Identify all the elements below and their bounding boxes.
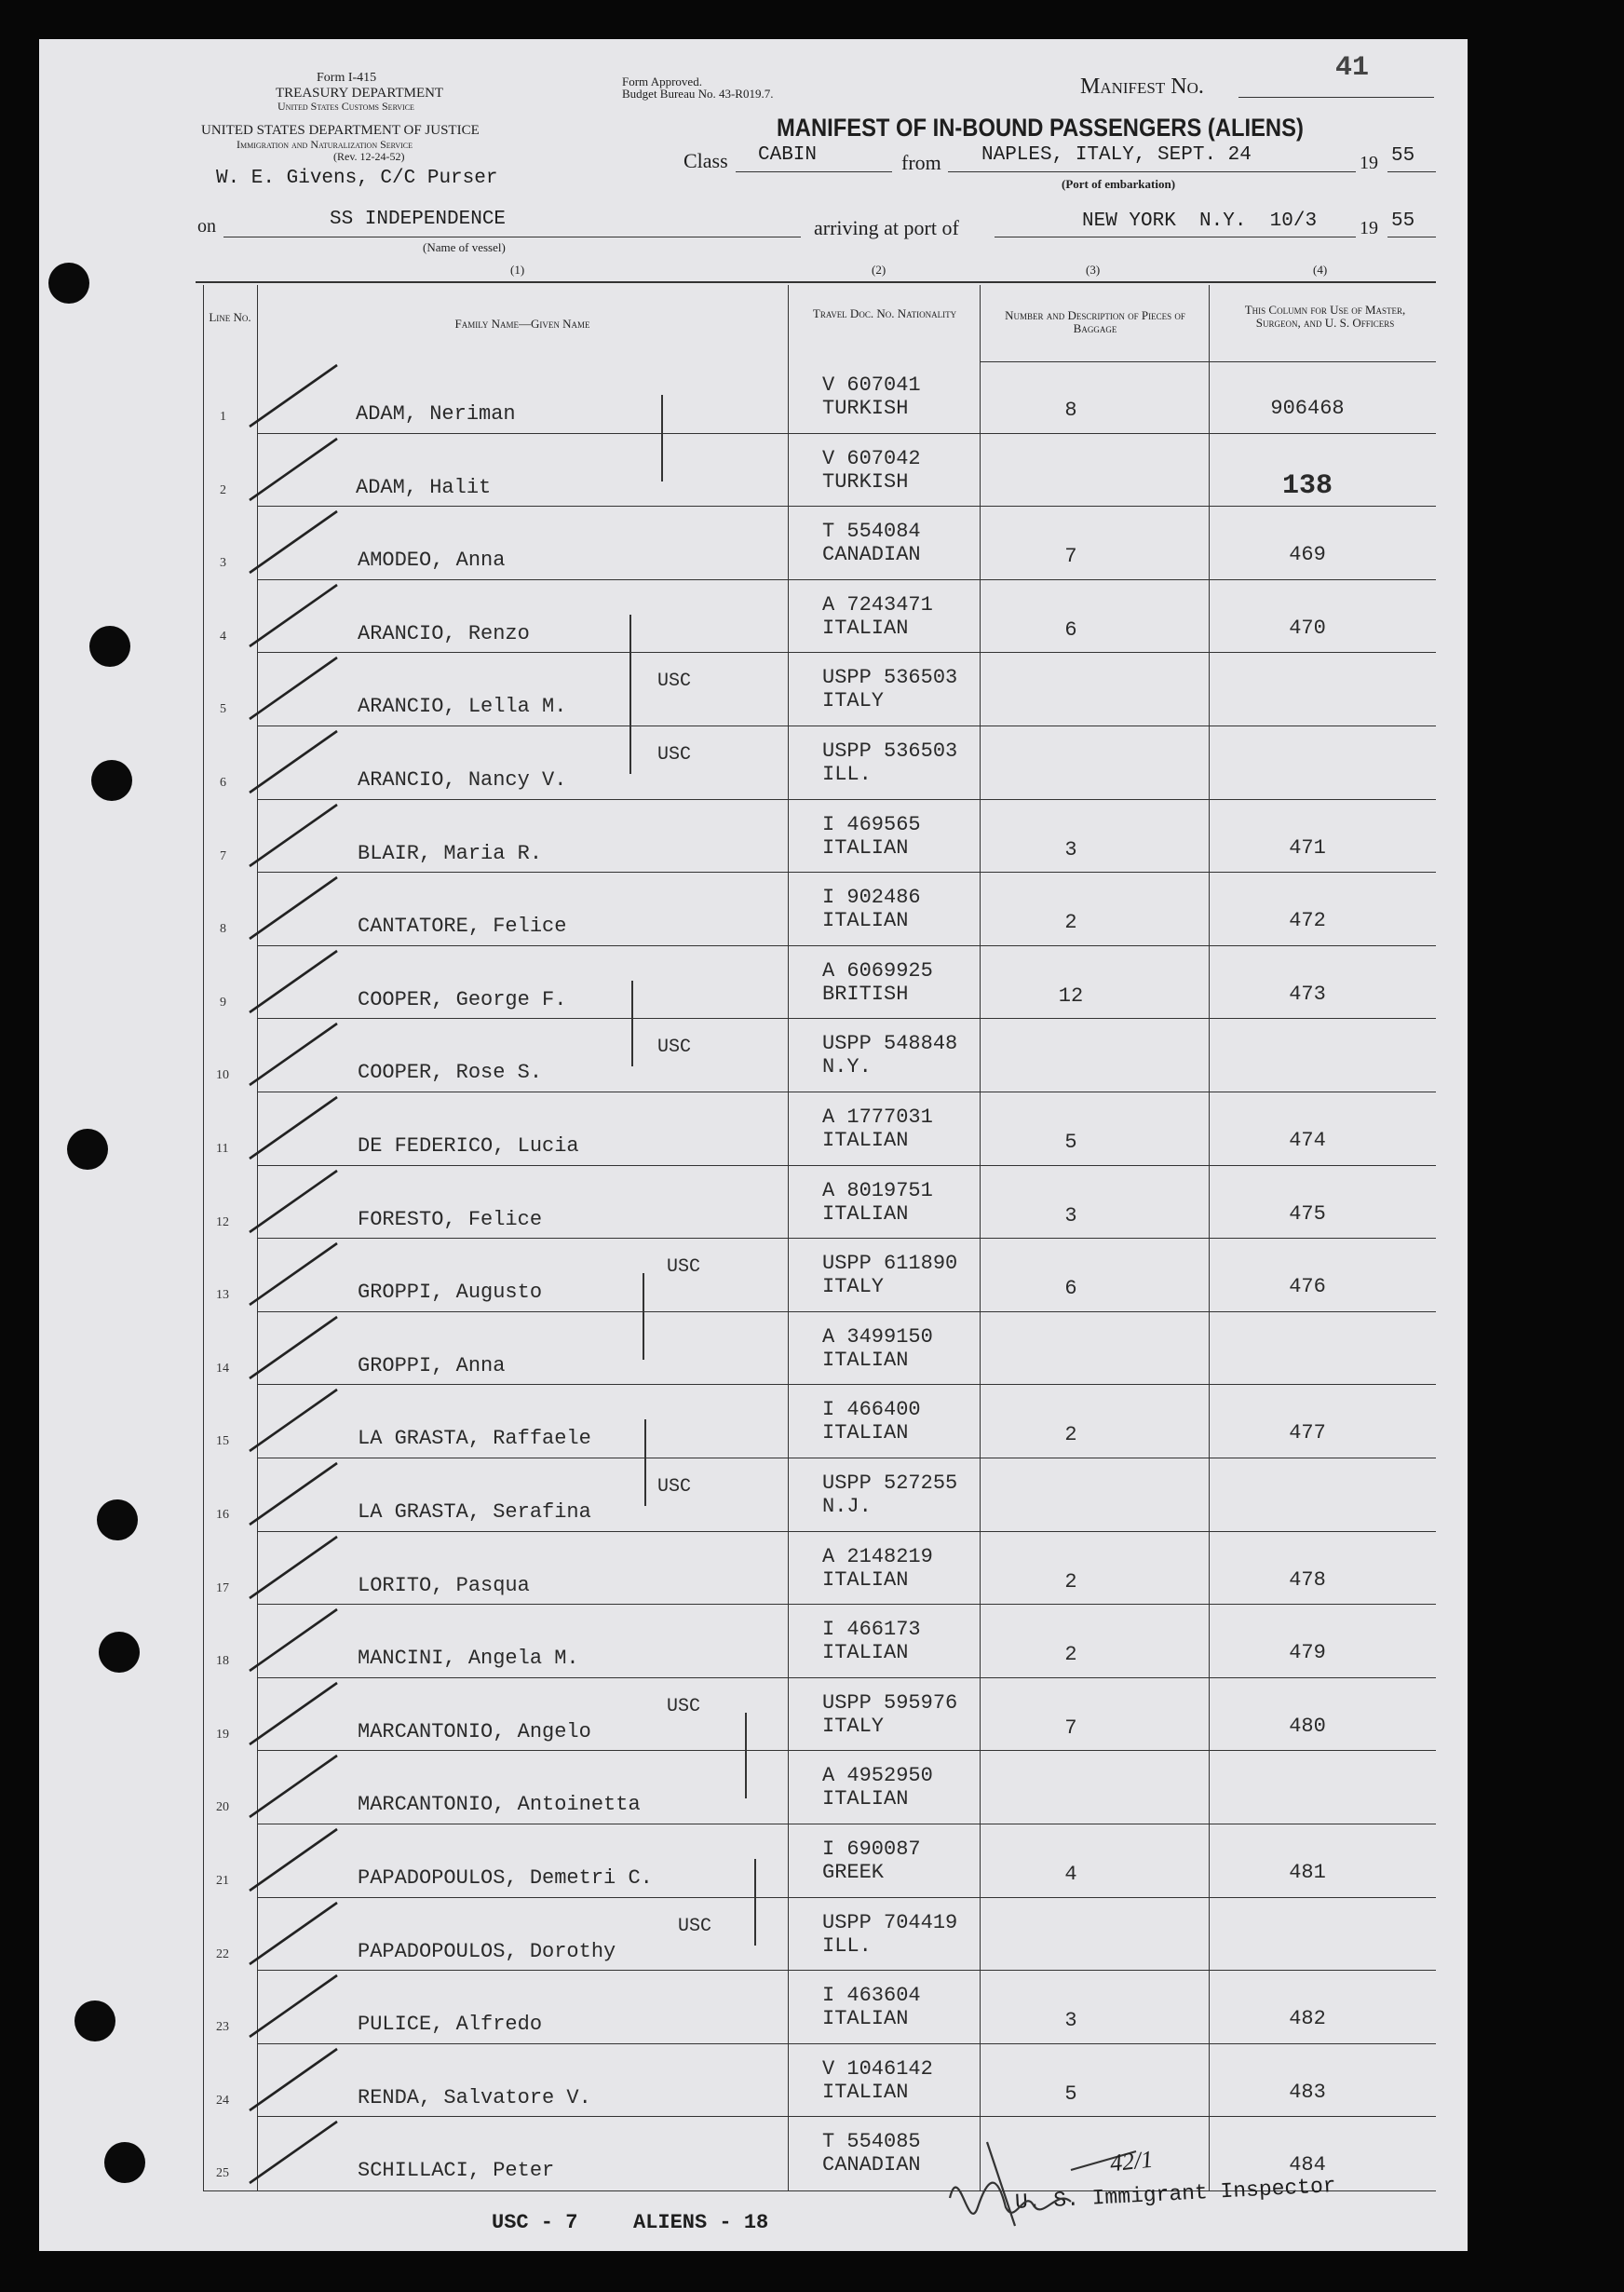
passenger-name: GROPPI, Augusto: [358, 1281, 543, 1305]
passenger-name: MARCANTONIO, Antoinetta: [358, 1793, 641, 1817]
officer-number: 138: [1281, 469, 1333, 502]
nationality: ITALIAN: [822, 1129, 909, 1152]
passenger-name: CANTATORE, Felice: [358, 915, 567, 939]
class-label: Class: [683, 149, 728, 172]
punch-hole: [48, 263, 89, 304]
nationality: BRITISH: [822, 982, 909, 1006]
nationality: ITALIAN: [822, 1421, 909, 1445]
officer-number: 484: [1289, 2153, 1326, 2177]
officer-number: 475: [1289, 1201, 1326, 1226]
form-revision: (Rev. 12-24-52): [333, 150, 405, 163]
officer-number: 479: [1289, 1641, 1326, 1665]
baggage-count: 7: [1064, 1716, 1077, 1740]
usc-mark: USC: [657, 1037, 692, 1059]
col-header-baggage: Number and Description of Pieces of Baggage: [1005, 308, 1185, 335]
col-num-3: (3): [1086, 263, 1101, 277]
passenger-name: COOPER, Rose S.: [358, 1061, 543, 1085]
passenger-name: AMODEO, Anna: [358, 549, 506, 573]
row-rule: [257, 799, 1436, 800]
nationality: ITALIAN: [822, 1348, 909, 1372]
table-top-rule: [196, 281, 1436, 283]
check-mark-icon: [244, 870, 346, 944]
approval-line-1: Form Approved.: [622, 75, 702, 88]
row-rule: [257, 579, 1436, 580]
signature-note: 42/1: [1108, 2145, 1155, 2177]
passenger-name: ARANCIO, Nancy V.: [358, 768, 567, 792]
family-bracket: [644, 1419, 646, 1506]
baggage-count: 2: [1064, 1569, 1077, 1594]
travel-doc-number: A 1777031: [822, 1105, 933, 1129]
usc-mark: USC: [657, 671, 692, 693]
officer-number: 472: [1289, 909, 1326, 933]
travel-doc-number: V 607042: [822, 446, 921, 470]
usc-mark: USC: [678, 1915, 712, 1937]
travel-doc-number: USPP 536503: [822, 666, 958, 690]
travel-doc-number: USPP 595976: [822, 1690, 958, 1715]
nationality: CANADIAN: [822, 2153, 921, 2177]
arriving-label: arriving at port of: [814, 216, 959, 239]
check-mark-icon: [244, 358, 346, 432]
travel-doc-number: A 2148219: [822, 1544, 933, 1568]
check-mark-icon: [244, 650, 346, 725]
passenger-name: ADAM, Neriman: [356, 402, 516, 426]
arrival-port: NEW YORK N.Y. 10/3: [1082, 210, 1318, 232]
passenger-name: COOPER, George F.: [358, 987, 567, 1011]
baggage-count: 2: [1064, 1643, 1077, 1667]
row-rule: [257, 1970, 1436, 1971]
baggage-count: 3: [1064, 837, 1077, 861]
row-line-number: 6: [220, 776, 226, 790]
nationality: ITALIAN: [822, 909, 909, 933]
usc-mark: USC: [657, 744, 692, 766]
row-rule: [257, 1531, 1436, 1532]
punch-hole: [67, 1129, 108, 1170]
punch-hole: [99, 1632, 140, 1673]
travel-doc-number: A 8019751: [822, 1178, 933, 1202]
row-line-number: 4: [220, 629, 226, 644]
passenger-name: LA GRASTA, Serafina: [358, 1500, 591, 1524]
justice-dept: UNITED STATES DEPARTMENT OF JUSTICE: [201, 123, 480, 138]
ins-service: Immigration and Naturalization Service: [237, 138, 413, 151]
manifest-number: 41: [1335, 52, 1370, 84]
passenger-name: PAPADOPOULOS, Dorothy: [358, 1939, 616, 1963]
check-mark-icon: [244, 1163, 346, 1238]
row-line-number: 13: [216, 1288, 229, 1303]
check-mark-icon: [244, 1016, 346, 1091]
approval-line-2: Budget Bureau No. 43-R019.7.: [622, 87, 774, 101]
check-mark-icon: [244, 1748, 346, 1823]
officer-number: 470: [1289, 616, 1326, 640]
year-line: [1387, 171, 1436, 172]
passenger-name: LORITO, Pasqua: [358, 1573, 530, 1597]
nationality: ITALIAN: [822, 1787, 909, 1811]
check-mark-icon: [244, 1090, 346, 1164]
officer-number: 478: [1289, 1567, 1326, 1592]
row-line-number: 25: [216, 2166, 229, 2181]
row-line-number: 23: [216, 2020, 229, 2035]
travel-doc-number: USPP 611890: [822, 1252, 958, 1276]
passenger-name: BLAIR, Maria R.: [358, 841, 543, 865]
check-mark-icon: [244, 724, 346, 798]
row-rule: [257, 1897, 1436, 1898]
travel-doc-number: I 690087: [822, 1838, 921, 1861]
row-rule: [257, 1311, 1436, 1312]
travel-doc-number: A 4952950: [822, 1764, 933, 1788]
row-rule: [257, 1384, 1436, 1385]
check-mark-icon: [244, 1382, 346, 1457]
row-rule: [257, 433, 1436, 434]
row-rule: [257, 652, 1436, 653]
col-num-4: (4): [1313, 263, 1328, 277]
row-rule: [257, 506, 1436, 507]
family-bracket: [629, 615, 631, 774]
baggage-count: 12: [1058, 983, 1084, 1008]
travel-doc-number: I 469565: [822, 812, 921, 836]
header-bottom-rule: [980, 361, 1436, 362]
officer-number: 483: [1289, 2080, 1326, 2104]
passenger-name: MANCINI, Angela M.: [358, 1647, 579, 1671]
officer-number: 476: [1289, 1275, 1326, 1299]
passenger-name: GROPPI, Anna: [358, 1353, 506, 1377]
arrival-year-prefix: 19: [1360, 218, 1378, 238]
col-num-2: (2): [872, 263, 886, 277]
col-header-doc: Travel Doc. No. Nationality: [812, 306, 957, 320]
family-bracket: [754, 1859, 756, 1946]
vessel-caption: (Name of vessel): [423, 240, 506, 254]
nationality: N.Y.: [822, 1055, 872, 1079]
baggage-count: 4: [1064, 1863, 1077, 1886]
baggage-count: 7: [1064, 545, 1077, 569]
row-line-number: 16: [216, 1508, 229, 1522]
passenger-name: LA GRASTA, Raffaele: [358, 1427, 591, 1451]
row-line-number: 7: [220, 848, 226, 863]
aliens-total: ALIENS - 18: [633, 2211, 769, 2234]
travel-doc-number: I 466173: [822, 1618, 921, 1642]
arrival-year: 55: [1391, 210, 1415, 232]
nationality: ITALIAN: [822, 2080, 909, 2104]
on-label: on: [197, 216, 216, 237]
vessel-name: SS INDEPENDENCE: [330, 209, 507, 230]
row-rule: [257, 1604, 1436, 1605]
check-mark-icon: [244, 1895, 346, 1970]
travel-doc-number: T 554085: [822, 2130, 921, 2154]
travel-doc-number: A 3499150: [822, 1324, 933, 1349]
nationality: N.J.: [822, 1495, 872, 1518]
manifest-no-line: [1238, 97, 1434, 98]
customs-service: United States Customs Service: [277, 100, 414, 113]
officer-number: 474: [1289, 1129, 1326, 1152]
row-line-number: 3: [220, 556, 226, 571]
col-header-name: Family Name—Given Name: [454, 317, 590, 331]
check-mark-icon: [244, 431, 346, 506]
travel-doc-number: V 1046142: [822, 2056, 933, 2081]
punch-hole: [89, 626, 130, 667]
row-line-number: 10: [216, 1068, 229, 1083]
baggage-count: 3: [1064, 2009, 1077, 2033]
travel-doc-number: USPP 704419: [822, 1910, 958, 1934]
passenger-name: ADAM, Halit: [356, 475, 492, 499]
punch-hole: [97, 1499, 138, 1540]
check-mark-icon: [244, 2114, 346, 2189]
nationality: CANADIAN: [822, 543, 921, 567]
check-mark-icon: [244, 1309, 346, 1384]
travel-doc-number: I 466400: [822, 1398, 921, 1422]
row-rule: [257, 2116, 1436, 2117]
family-bracket: [643, 1273, 644, 1360]
manifest-no-label: Manifest No.: [1080, 75, 1204, 99]
row-line-number: 17: [216, 1580, 229, 1595]
baggage-count: 2: [1064, 1423, 1077, 1447]
travel-doc-number: I 463604: [822, 1984, 921, 2008]
punch-hole: [104, 2142, 145, 2183]
officer-number: 471: [1289, 835, 1326, 860]
page-title: MANIFEST OF IN-BOUND PASSENGERS (ALIENS): [777, 114, 1304, 142]
passenger-name: PULICE, Alfredo: [358, 2013, 543, 2037]
travel-doc-number: USPP 548848: [822, 1032, 958, 1056]
passenger-name: PAPADOPOULOS, Demetri C.: [358, 1866, 653, 1890]
class-line: [736, 171, 892, 172]
row-line-number: 15: [216, 1434, 229, 1449]
passenger-name: MARCANTONIO, Angelo: [358, 1719, 591, 1743]
officer-number: 480: [1289, 1714, 1326, 1738]
passenger-name: ARANCIO, Renzo: [358, 621, 530, 645]
nationality: ITALIAN: [822, 835, 909, 860]
nationality: ITALY: [822, 1275, 885, 1299]
baggage-count: 3: [1064, 1203, 1077, 1227]
row-rule: [257, 1165, 1436, 1166]
class-value: CABIN: [758, 144, 818, 166]
col-header-line-no: Line No.: [209, 310, 251, 324]
travel-doc-number: USPP 527255: [822, 1471, 958, 1495]
travel-doc-number: V 607041: [822, 373, 921, 397]
usc-mark: USC: [657, 1476, 692, 1498]
check-mark-icon: [244, 2041, 346, 2116]
nationality: ITALY: [822, 1714, 885, 1738]
treasury-dept: TREASURY DEPARTMENT: [276, 86, 444, 101]
check-mark-icon: [244, 797, 346, 872]
travel-doc-number: A 6069925: [822, 958, 933, 983]
row-line-number: 20: [216, 1800, 229, 1815]
check-mark-icon: [244, 1822, 346, 1896]
travel-doc-number: T 554084: [822, 520, 921, 544]
check-mark-icon: [244, 1968, 346, 2042]
officer-number: 906468: [1270, 397, 1345, 420]
passenger-name: ARANCIO, Lella M.: [358, 695, 567, 719]
nationality: ITALIAN: [822, 1567, 909, 1592]
passenger-name: RENDA, Salvatore V.: [358, 2085, 591, 2109]
officer-number: 482: [1289, 2007, 1326, 2031]
col-header-officers: This Column for Use of Master, Surgeon, and U. S. Officers: [1244, 303, 1406, 330]
row-rule: [257, 1018, 1436, 1019]
from-value: NAPLES, ITALY, SEPT. 24: [981, 144, 1252, 166]
travel-doc-number: USPP 536503: [822, 739, 958, 763]
passenger-name: SCHILLACI, Peter: [358, 2159, 555, 2183]
nationality: ITALIAN: [822, 2007, 909, 2031]
nationality: ITALIAN: [822, 1641, 909, 1665]
check-mark-icon: [244, 577, 346, 652]
row-line-number: 1: [220, 410, 226, 424]
row-rule: [257, 1750, 1436, 1751]
row-line-number: 18: [216, 1654, 229, 1669]
family-bracket: [631, 981, 633, 1067]
passenger-name: DE FEDERICO, Lucia: [358, 1134, 579, 1158]
punch-hole: [74, 2000, 115, 2041]
row-line-number: 12: [216, 1214, 229, 1229]
row-rule: [257, 2043, 1436, 2044]
officer-number: 473: [1289, 982, 1326, 1006]
check-mark-icon: [244, 1456, 346, 1530]
row-line-number: 2: [220, 482, 226, 497]
nationality: ITALIAN: [822, 616, 909, 640]
nationality: GREEK: [822, 1861, 885, 1884]
port-embarkation-caption: (Port of embarkation): [1062, 177, 1176, 191]
baggage-count: 5: [1064, 1131, 1077, 1154]
check-mark-icon: [244, 1602, 346, 1676]
row-line-number: 21: [216, 1874, 229, 1888]
from-label: from: [901, 151, 941, 174]
row-line-number: 5: [220, 702, 226, 717]
family-bracket: [661, 395, 663, 481]
row-line-number: 24: [216, 2093, 229, 2108]
year-prefix: 19: [1360, 153, 1378, 173]
nationality: TURKISH: [822, 469, 909, 494]
inspector-label: U. S. Immigrant Inspector: [1014, 2173, 1337, 2215]
row-line-number: 8: [220, 922, 226, 937]
nationality: ITALIAN: [822, 1201, 909, 1226]
year-value: 55: [1391, 145, 1415, 167]
check-mark-icon: [244, 1529, 346, 1604]
row-rule: [257, 1677, 1436, 1678]
usc-mark: USC: [667, 1695, 701, 1717]
from-line: [948, 171, 1356, 172]
usc-total: USC - 7: [492, 2211, 578, 2234]
officer-number: 477: [1289, 1421, 1326, 1445]
baggage-count: 6: [1064, 617, 1077, 642]
check-mark-icon: [244, 943, 346, 1018]
punch-hole: [91, 760, 132, 801]
usc-mark: USC: [667, 1256, 701, 1279]
nationality: TURKISH: [822, 397, 909, 420]
row-rule: [257, 945, 1436, 946]
baggage-count: 5: [1064, 2082, 1077, 2106]
officer-number: 469: [1289, 543, 1326, 567]
officer-number: 481: [1289, 1861, 1326, 1884]
nationality: ILL.: [822, 763, 872, 786]
row-line-number: 19: [216, 1727, 229, 1742]
table-left-rule: [203, 285, 204, 2190]
purser-name: W. E. Givens, C/C Purser: [216, 168, 498, 189]
row-rule: [257, 872, 1436, 873]
baggage-count: 8: [1064, 399, 1077, 422]
row-line-number: 22: [216, 1946, 229, 1961]
row-rule: [257, 1238, 1436, 1239]
check-mark-icon: [244, 1675, 346, 1750]
col-num-1: (1): [510, 263, 525, 277]
baggage-count: 2: [1064, 911, 1077, 935]
passenger-name: FORESTO, Felice: [358, 1207, 543, 1231]
family-bracket: [745, 1713, 747, 1799]
check-mark-icon: [244, 1236, 346, 1310]
row-line-number: 11: [216, 1142, 229, 1156]
row-line-number: 14: [216, 1361, 229, 1376]
nationality: ITALY: [822, 689, 885, 713]
travel-doc-number: I 902486: [822, 886, 921, 910]
row-line-number: 9: [220, 995, 226, 1010]
nationality: ILL.: [822, 1933, 872, 1958]
travel-doc-number: A 7243471: [822, 592, 933, 617]
baggage-count: 6: [1064, 1277, 1077, 1301]
form-number: Form I-415: [317, 71, 377, 85]
check-mark-icon: [244, 504, 346, 578]
